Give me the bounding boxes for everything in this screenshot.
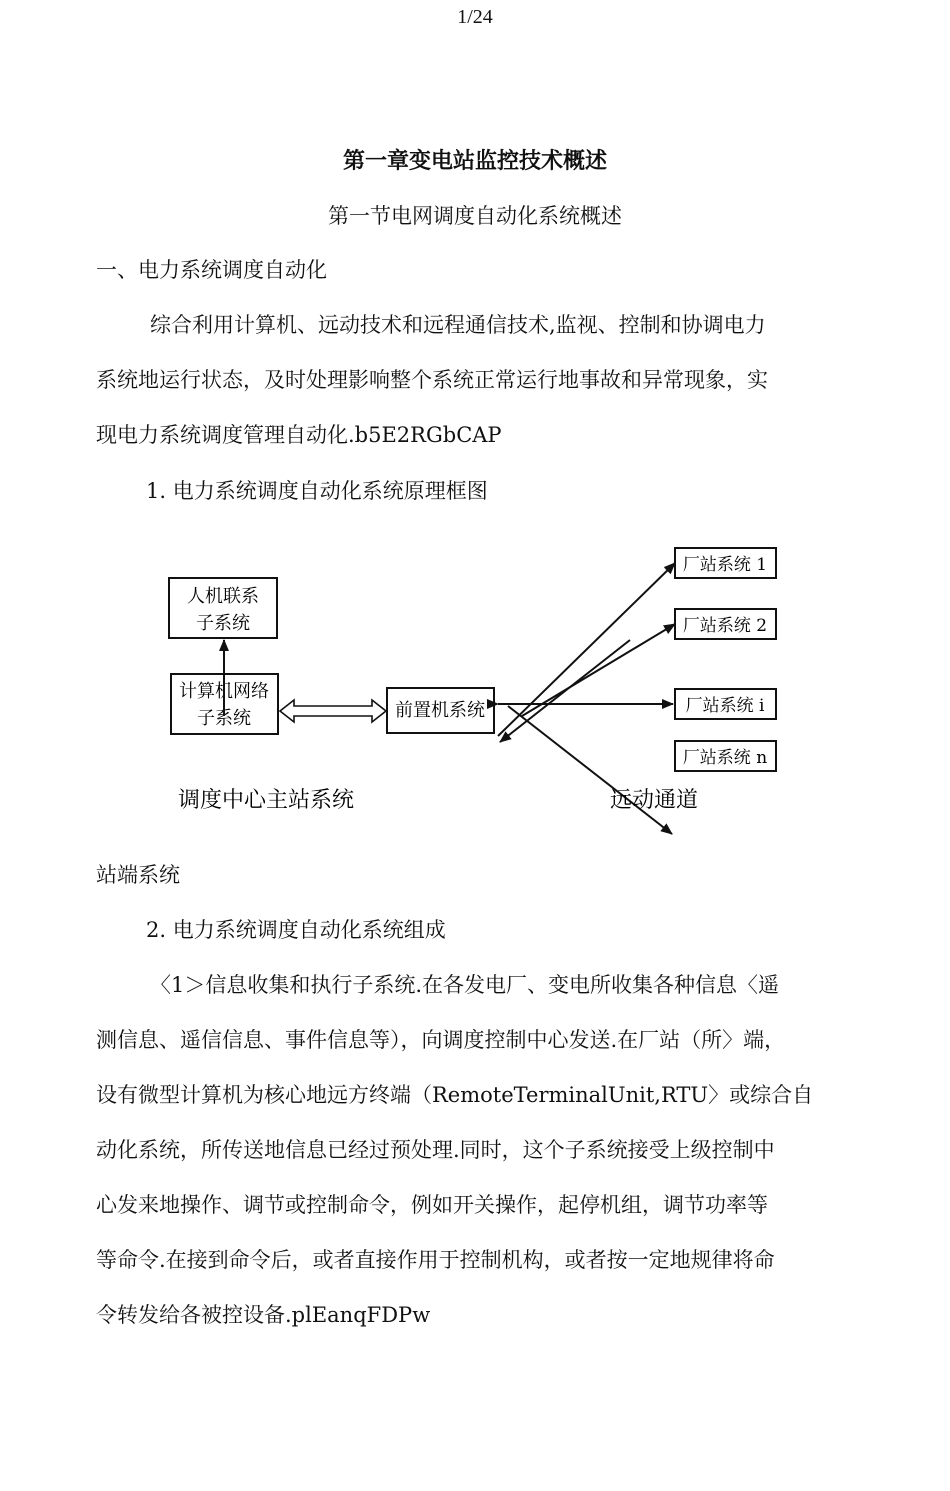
- station-n-label: 厂站系统 n: [682, 748, 768, 768]
- paragraph-2-line-7: 令转发给各被控设备.plEanqFDPw: [96, 1303, 431, 1327]
- paragraph-2-line-5: 心发来地操作、调节或控制命令，例如开关操作，起停机组，调节功率等: [96, 1193, 768, 1217]
- heading-dispatch-automation: 一、电力系统调度自动化: [96, 258, 327, 282]
- master-station-label: 调度中心主站系统: [178, 788, 355, 813]
- telecontrol-channel-label: 远动通道: [610, 788, 699, 813]
- arrow-to-station-1: [498, 563, 675, 736]
- paragraph-1-line-3: 现电力系统调度管理自动化.b5E2RGbCAP: [96, 423, 502, 447]
- item-2-heading: 2. 电力系统调度自动化系统组成: [146, 918, 446, 942]
- paragraph-2-line-3: 设有微型计算机为核心地远方终端（RemoteTerminalUnit,RTU〉或综合自: [96, 1083, 814, 1107]
- station-i-label: 厂站系统 i: [685, 696, 765, 716]
- paragraph-2-line-2: 测信息、遥信信息、事件信息等），向调度控制中心发送.在厂站（所〉端，: [96, 1028, 786, 1052]
- station-2-label: 厂站系统 2: [682, 616, 768, 636]
- bidirectional-hollow-arrow: [280, 700, 386, 722]
- network-label-line1: 计算机网络: [179, 681, 269, 702]
- paragraph-2-line-6: 等命令.在接到命令后，或者直接作用于控制机构，或者按一定地规律将命: [96, 1248, 775, 1272]
- station-1-label: 厂站系统 1: [682, 555, 768, 575]
- principle-block-diagram: [160, 530, 800, 850]
- paragraph-1-line-1: 综合利用计算机、远动技术和远程通信技术,监视、控制和协调电力: [150, 313, 766, 337]
- item-1-heading: 1. 电力系统调度自动化系统原理框图: [146, 479, 488, 503]
- arrow-station-to-frontend: [500, 640, 630, 742]
- network-label-line2: 子系统: [197, 708, 251, 729]
- paragraph-2-line-4: 动化系统，所传送地信息已经过预处理.同时，这个子系统接受上级控制中: [96, 1138, 775, 1162]
- section-title: 第一节电网调度自动化系统概述: [328, 204, 622, 228]
- frontend-label: 前置机系统: [395, 700, 485, 721]
- arrow-to-channel: [508, 706, 672, 834]
- station-system-label: 站端系统: [96, 863, 180, 887]
- paragraph-2-line-1: 〈1＞信息收集和执行子系统.在各发电厂、变电所收集各种信息〈遥: [150, 973, 780, 997]
- chapter-title: 第一章变电站监控技术概述: [342, 149, 607, 174]
- page-number: 1/24: [457, 6, 493, 28]
- hmi-label-line1: 人机联系: [187, 586, 259, 607]
- hmi-label-line2: 子系统: [196, 613, 250, 634]
- paragraph-1-line-2: 系统地运行状态，及时处理影响整个系统正常运行地事故和异常现象，实: [96, 368, 768, 392]
